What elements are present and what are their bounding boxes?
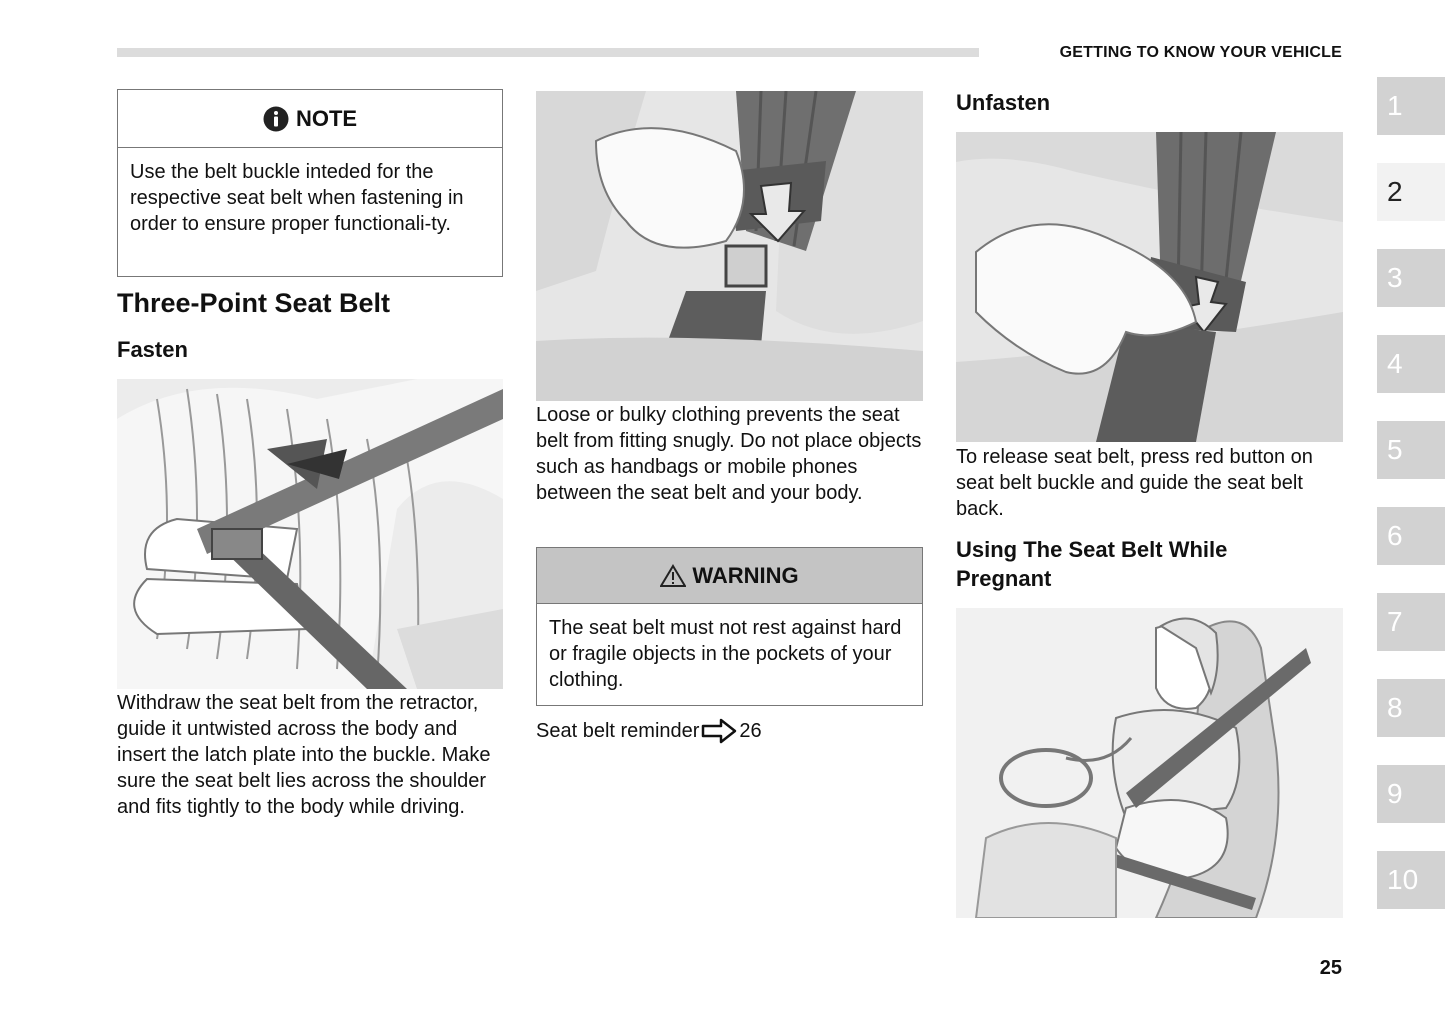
pregnant-heading: Using The Seat Belt While Pregnant: [956, 537, 1228, 591]
warning-title: WARNING: [692, 562, 799, 588]
seat-belt-reminder-ref[interactable]: [536, 718, 762, 744]
chapter-tab-2[interactable]: 2: [1377, 163, 1445, 221]
reminder-page: 26: [739, 720, 762, 742]
chapter-tab-5[interactable]: 5: [1377, 421, 1445, 479]
unfasten-heading: Unfasten: [956, 90, 1051, 115]
fasten-text: Withdraw the seat belt from the retractor, guide it untwisted across the body and insert the latch plate into the buckle. Make sure the seat belt lies across the shoulder and fits tightly to the body while driving.: [117, 692, 491, 818]
chapter-tab-9[interactable]: 9: [1377, 765, 1445, 823]
info-icon: [263, 106, 289, 132]
unfasten-illustration: [956, 132, 1343, 442]
chapter-tab-7[interactable]: 7: [1377, 593, 1445, 651]
fasten-heading: Fasten: [117, 337, 188, 362]
chapter-tab-4[interactable]: 4: [1377, 335, 1445, 393]
note-body: Use the belt buckle inteded for the respective seat belt when fastening in order to ensure proper functionali-ty.: [130, 161, 464, 235]
header-rule: [117, 48, 979, 57]
buckle-insert-illustration: [536, 91, 923, 401]
chapter-tab-3[interactable]: 3: [1377, 249, 1445, 307]
warning-triangle-icon: [660, 564, 686, 588]
fasten-illustration: [117, 379, 503, 689]
chapter-tab-6[interactable]: 6: [1377, 507, 1445, 565]
unfasten-text: To release seat belt, press red button on seat belt buckle and guide the seat belt back.: [956, 446, 1313, 520]
note-header: [118, 90, 502, 148]
note-title: NOTE: [295, 105, 358, 131]
three-point-title: Three-Point Seat Belt: [117, 288, 391, 318]
warning-body: The seat belt must not rest against hard or fragile objects in the pockets of your clothing.: [549, 617, 902, 691]
pregnant-illustration: [956, 608, 1343, 918]
warning-box: [536, 547, 923, 706]
section-title: GETTING TO KNOW YOUR VEHICLE: [1059, 44, 1342, 61]
page-number: 25: [1319, 957, 1342, 979]
clothing-text: Loose or bulky clothing prevents the seat belt from fitting snugly. Do not place objects such as handbags or mobile phones between the seat belt and your body.: [536, 404, 922, 504]
chapter-tab-8[interactable]: 8: [1377, 679, 1445, 737]
note-box: [117, 89, 503, 277]
arrow-right-icon: [701, 718, 737, 744]
chapter-tab-1[interactable]: 1: [1377, 77, 1445, 135]
chapter-tab-10[interactable]: 10: [1377, 851, 1445, 909]
reminder-label: Seat belt reminder: [536, 720, 700, 742]
warning-header: [537, 548, 922, 604]
